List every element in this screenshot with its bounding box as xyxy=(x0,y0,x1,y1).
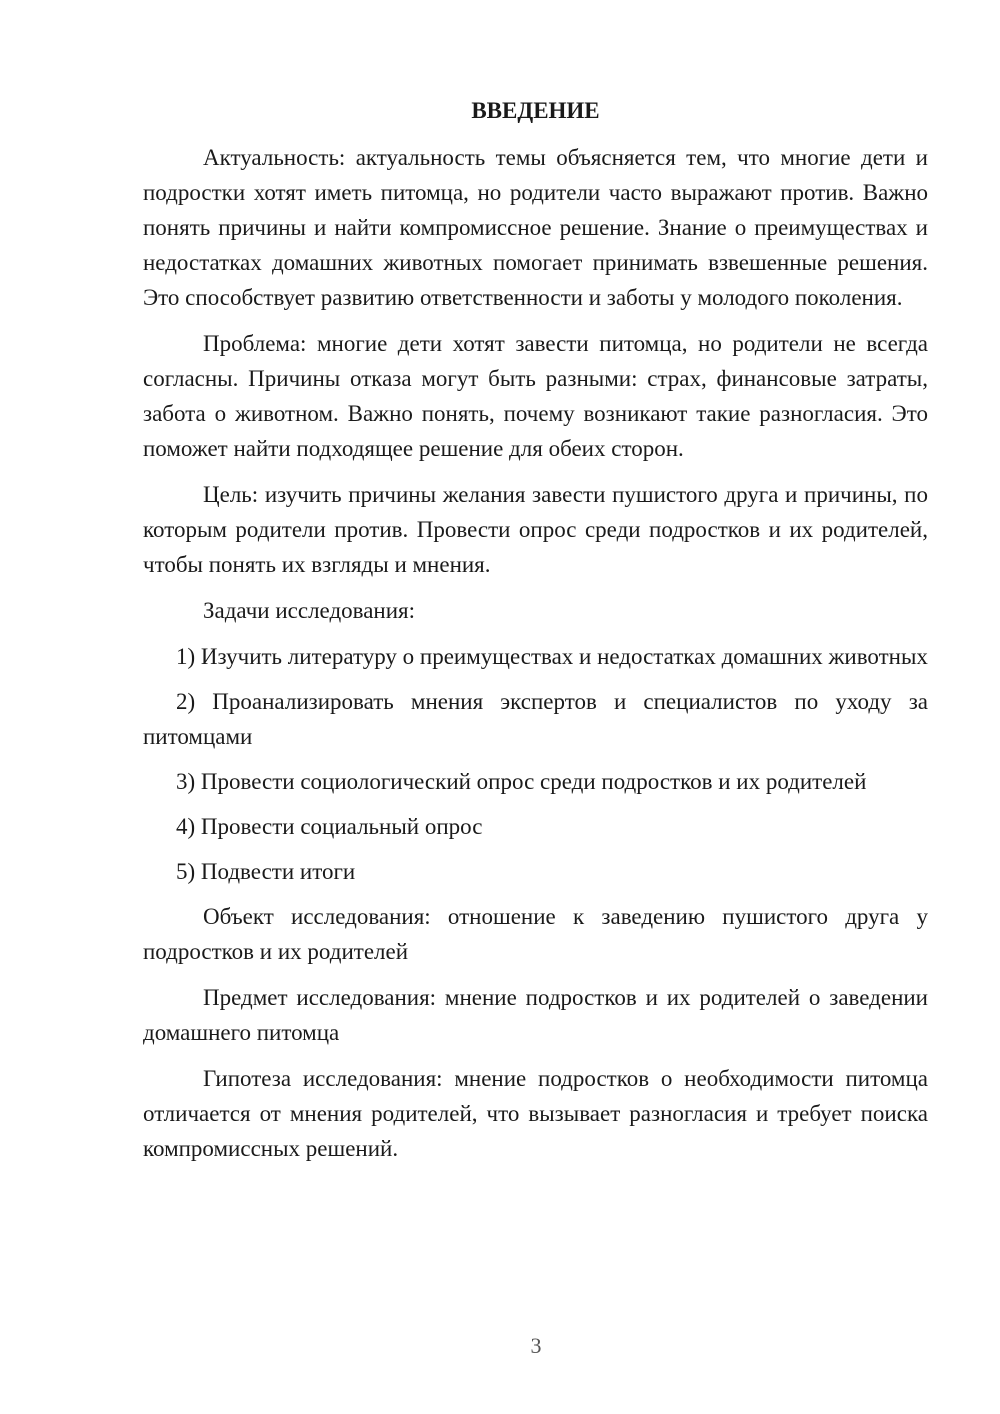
task-item: 1) Изучить литературу о преимуществах и недостатках домашних животных xyxy=(176,644,928,669)
task-item: 2) Проанализировать мнения экспертов и специалистов по уходу за питомцами xyxy=(143,689,928,749)
task-item: 4) Провести социальный опрос xyxy=(176,814,483,839)
paragraph-goal: Цель: изучить причины желания завести пушистого друга и причины, по которым родители против. Провести опрос среди подростков и их родителей, чтобы понять их взгляды и мнения. xyxy=(143,482,928,577)
task-item: 3) Провести социологический опрос среди подростков и их родителей xyxy=(176,769,867,794)
paragraph-hypothesis: Гипотеза исследования: мнение подростков о необходимости питомца отличается от мнения родителей, что вызывает разногласия и требует поиска компромиссных решений. xyxy=(143,1066,928,1161)
paragraph-tasks-heading: Задачи исследования: xyxy=(203,598,416,623)
paragraph-relevance: Актуальность: актуальность темы объясняется тем, что многие дети и подростки хотят иметь питомца, но родители часто выражают против. Важно понять причины и найти компромиссное решение. Знание о преимуществах и недостатках домашних животных помогает принимать взвешенные решения. Это способствует развитию ответственности и заботы у молодого поколения. xyxy=(143,145,928,310)
page-body xyxy=(143,96,928,1177)
section-title: ВВЕДЕНИЕ xyxy=(471,98,600,123)
task-item: 5) Подвести итоги xyxy=(176,859,356,884)
page-number: 3 xyxy=(530,1333,542,1358)
paragraph-problem: Проблема: многие дети хотят завести питомца, но родители не всегда согласны. Причины отказа могут быть разными: страх, финансовые затраты, забота о животном. Важно понять, почему возникают такие разногласия. Это поможет найти подходящее решение для обеих сторон. xyxy=(143,331,928,461)
paragraph-subject: Предмет исследования: мнение подростков и их родителей о заведении домашнего питомца xyxy=(143,985,928,1045)
paragraph-object: Объект исследования: отношение к заведению пушистого друга у подростков и их родителей xyxy=(143,904,928,964)
